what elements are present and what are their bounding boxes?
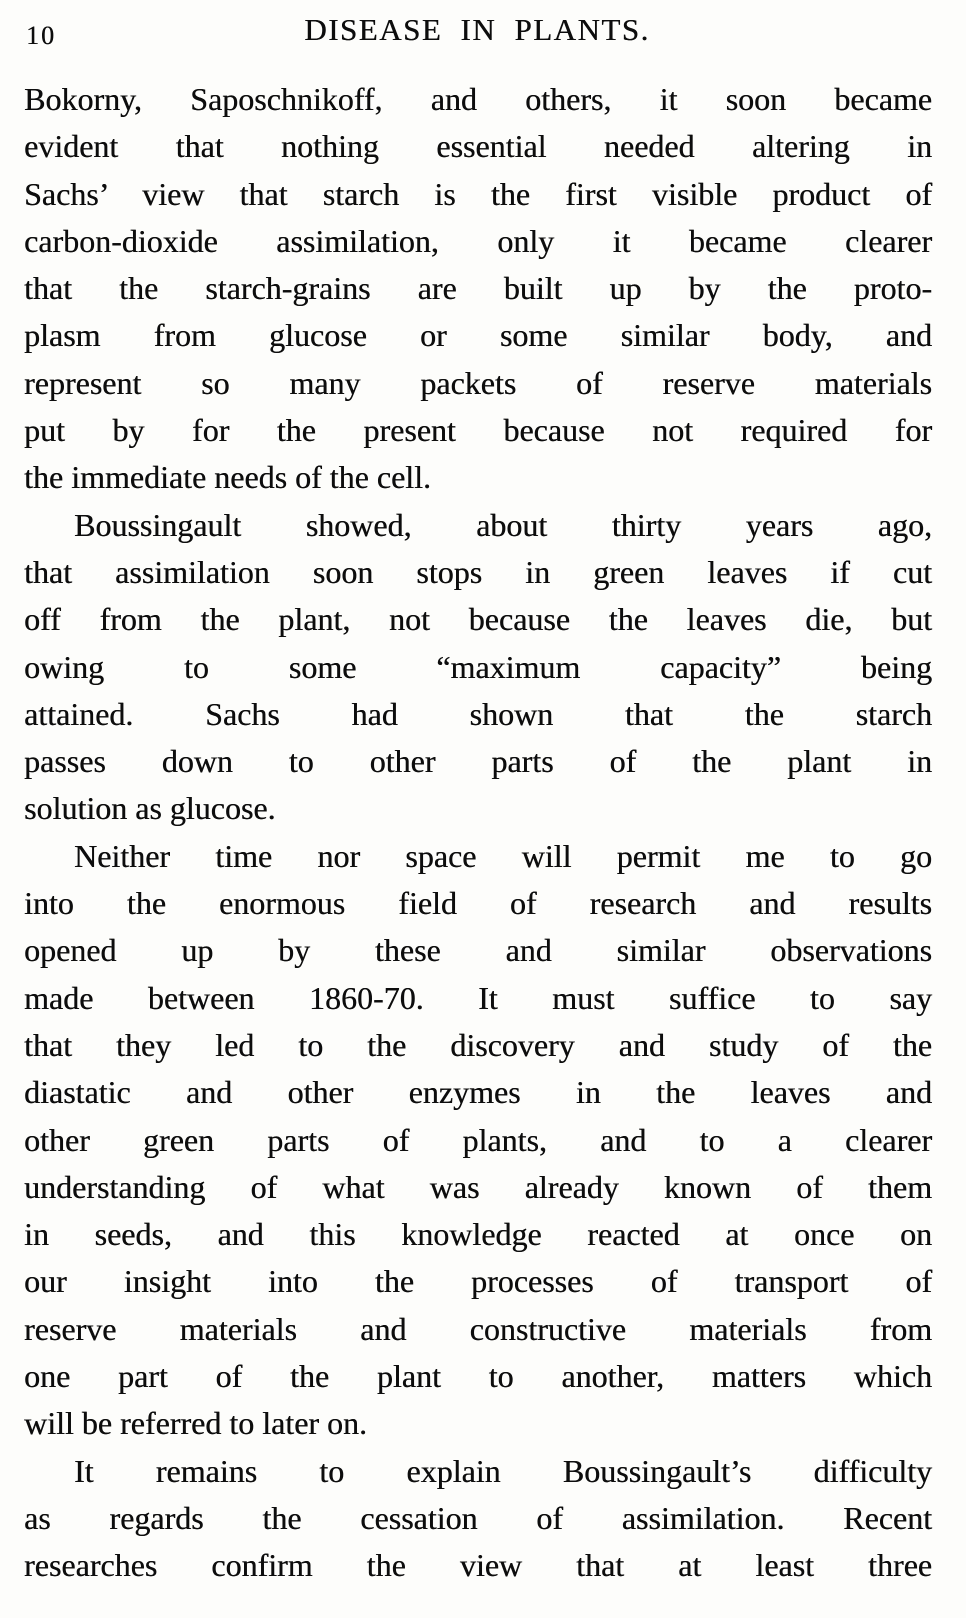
page-body — [24, 76, 932, 1590]
text-line: that assimilation soon stops in green leaves if cut — [24, 553, 932, 590]
text-line: researches confirm the view that at least three — [24, 1547, 932, 1584]
text-line: It remains to explain Boussingault’s difficulty — [74, 1452, 932, 1489]
text-line: Boussingault showed, about thirty years ago, — [74, 506, 932, 543]
text-line: that the starch-grains are built up by the proto- — [24, 270, 932, 307]
text-line: put by for the present because not required for — [24, 412, 932, 449]
text-line: as regards the cessation of assimilation. Recent — [24, 1499, 932, 1536]
text-line: our insight into the processes of transport of — [24, 1263, 932, 1300]
paragraph — [24, 502, 932, 833]
text-line: understanding of what was already known of them — [24, 1168, 932, 1205]
text-line: passes down to other parts of the plant in — [24, 743, 932, 780]
text-line: one part of the plant to another, matters which — [24, 1358, 932, 1395]
text-line: into the enormous field of research and results — [24, 885, 932, 922]
paragraph — [24, 833, 932, 1448]
text-line: the immediate needs of the cell. — [24, 459, 431, 496]
text-line: attained. Sachs had shown that the starch — [24, 695, 932, 732]
text-line: off from the plant, not because the leaves die, but — [24, 601, 932, 638]
paragraph — [24, 1448, 932, 1590]
text-line: solution as glucose. — [24, 790, 276, 827]
running-header — [24, 12, 930, 56]
text-line: reserve materials and constructive materials from — [24, 1310, 932, 1347]
text-line: diastatic and other enzymes in the leaves and — [24, 1074, 932, 1111]
text-line: Bokorny, Saposchnikoff, and others, it soon became — [24, 81, 932, 117]
text-line: owing to some “maximum capacity” being — [24, 648, 932, 685]
text-line: represent so many packets of reserve materials — [24, 364, 932, 401]
text-line: that they led to the discovery and study of the — [24, 1026, 932, 1063]
running-title: DISEASE IN PLANTS. — [304, 12, 650, 47]
text-line: carbon-dioxide assimilation, only it became clearer — [24, 222, 932, 259]
text-line: evident that nothing essential needed altering in — [24, 128, 932, 165]
text-line: will be referred to later on. — [24, 1405, 367, 1442]
text-line: plasm from glucose or some similar body, and — [24, 317, 932, 354]
paragraph — [24, 76, 932, 502]
text-line: in seeds, and this knowledge reacted at once on — [24, 1216, 932, 1253]
text-line: Neither time nor space will permit me to go — [74, 837, 932, 874]
text-line: made between 1860-70. It must suffice to say — [24, 979, 932, 1016]
text-line: Sachs’ view that starch is the first visible product of — [24, 175, 932, 212]
text-line: opened up by these and similar observations — [24, 932, 932, 969]
page-number: 10 — [26, 21, 56, 50]
text-line: other green parts of plants, and to a clearer — [24, 1121, 932, 1158]
